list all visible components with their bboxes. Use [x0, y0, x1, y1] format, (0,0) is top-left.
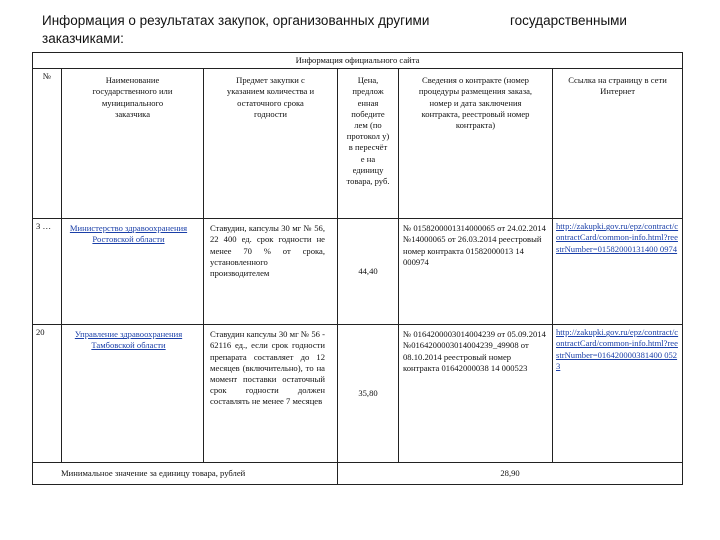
row-subject: Ставудин капсулы 30 мг № 56 - 62116 ед., если срок годности препарата составляет до 12 месяцев (включительно), то на момент поставки остаточный срок годности должен составлять не менее 7 месяцев [204, 325, 338, 463]
footer-value: 28,90 [338, 463, 683, 485]
table-row [33, 325, 683, 463]
row-subject: Ставудин, капсулы 30 мг № 56, 22 400 ед. срок годности не менее 70 % от срока, установленного производителем [204, 219, 338, 325]
column-header-row [33, 69, 683, 219]
col-header-subject: Предмет закупки с указанием количества и остаточного срока годности [204, 69, 338, 219]
row-number: 20 [33, 325, 62, 463]
row-customer [62, 325, 204, 463]
contract-page-link[interactable]: http://zakupki.gov.ru/epz/contract/contractCard/common-info.html?reestrNumber=01582000131400 0974 [556, 221, 679, 254]
col-header-contract: Сведения о контракте (номер процедуры размещения заказа, номер и дата заключения контракта, реестровый номер контракта) [399, 69, 553, 219]
row-contract: № 0164200003014004239 от 05.09.2014 №0164200003014004239_49908 от 08.10.2014 реестровый номер контракта 01642000038 14 000523 [399, 325, 553, 463]
heading-line1-left: Информация о результатах закупок, организованных другими [42, 13, 430, 28]
customer-link[interactable]: Управление здравоохранения Тамбовской области [74, 329, 183, 351]
col-header-link: Ссылка на страницу в сети Интернет [553, 69, 683, 219]
row-price: 35,80 [338, 325, 399, 463]
row-customer [62, 219, 204, 325]
col-header-number: № [33, 69, 62, 219]
row-contract: № 0158200001314000065 от 24.02.2014 №14000065 от 26.03.2014 реестровый номер контракта 01582000013 14 000974 [399, 219, 553, 325]
row-link-cell [553, 325, 683, 463]
footer-label: Минимальное значение за единицу товара, рублей [33, 463, 338, 485]
row-link-cell [553, 219, 683, 325]
group-header-row [33, 53, 683, 69]
footer-row [33, 463, 683, 485]
row-number: 3 … [33, 219, 62, 325]
col-header-customer: Наименование государственного или муниципального заказчика [62, 69, 204, 219]
table-row [33, 219, 683, 325]
purchases-table [32, 52, 683, 485]
group-header-cell: Информация официального сайта [33, 53, 683, 69]
heading-line1-right: государственными [510, 13, 627, 28]
row-price: 44,40 [338, 219, 399, 325]
customer-link[interactable]: Министерство здравоохранения Ростовской области [69, 223, 188, 245]
contract-page-link[interactable]: http://zakupki.gov.ru/epz/contract/contractCard/common-info.html?reestrNumber=016420000381400 0523 [556, 327, 679, 371]
col-header-price: Цена, предлож енная победите лем (по протокол у) в пересчёт е на единицу товара, руб. [338, 69, 399, 219]
document-heading [42, 12, 672, 48]
heading-line2: заказчиками: [42, 31, 124, 46]
